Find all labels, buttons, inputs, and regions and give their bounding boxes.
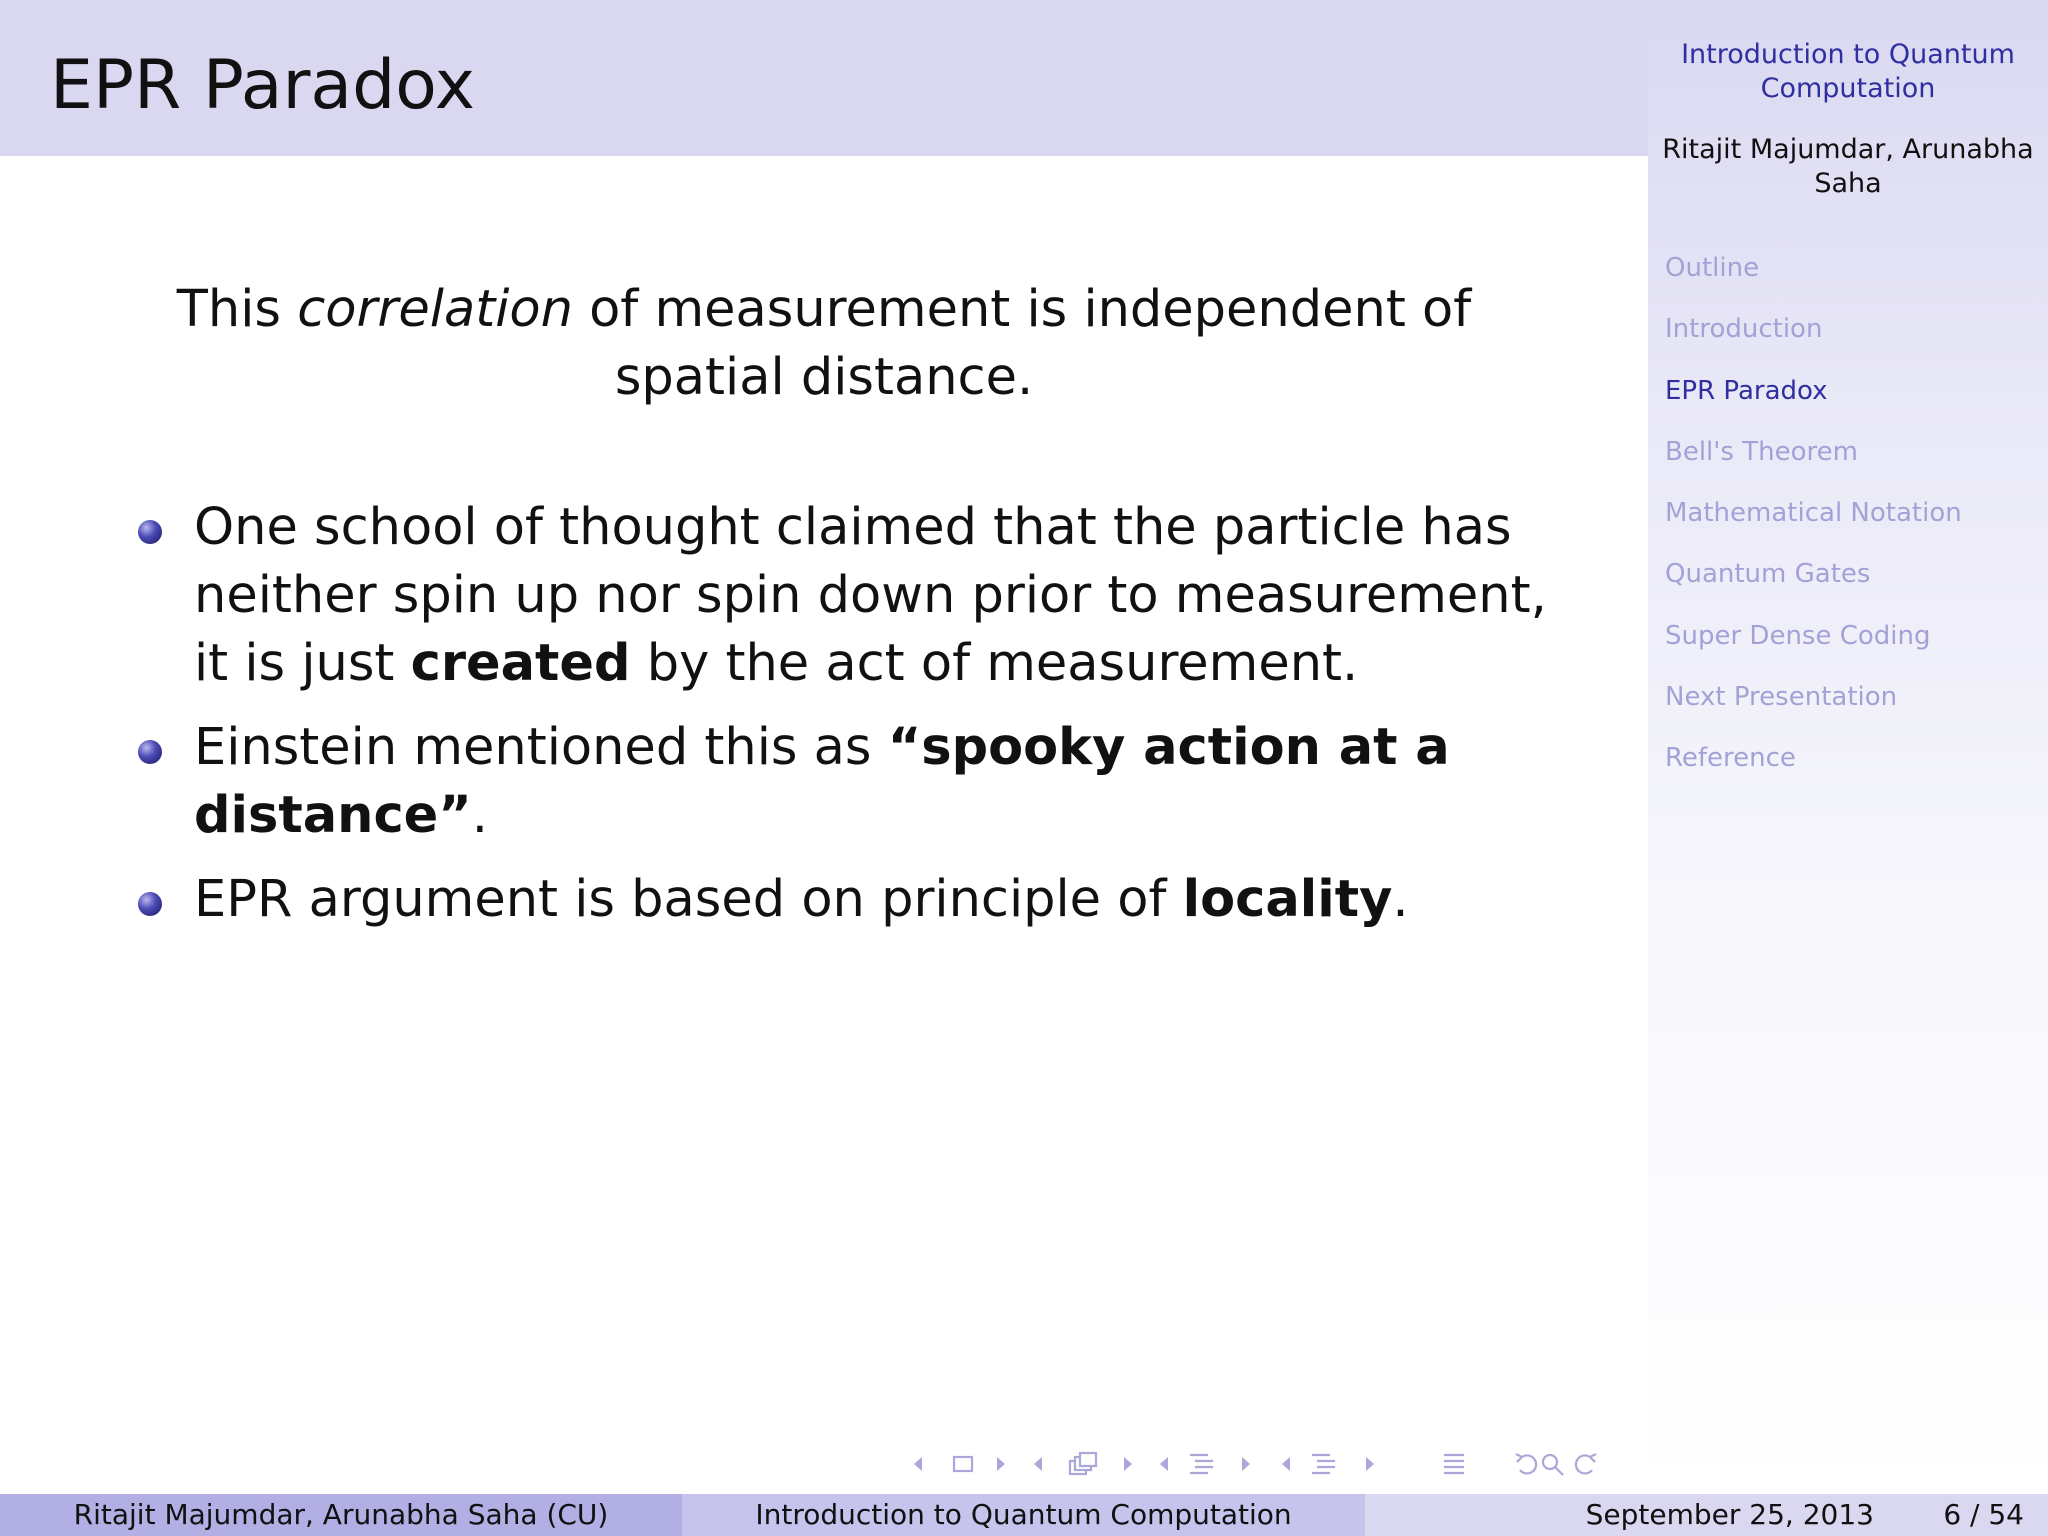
bullet-item <box>136 494 1556 698</box>
intro-sentence <box>130 276 1518 412</box>
sidebar-authors: Ritajit Majumdar, Arunabha Saha <box>1662 134 2034 199</box>
frame-title-bar <box>0 0 1648 156</box>
bullet-text-pre: One school of thought claimed that the particle has neither spin up nor spin down prior to measurement, it is just <box>194 498 1547 693</box>
search-icon[interactable] <box>1543 1455 1563 1475</box>
sidebar-item-introduction[interactable]: Introduction <box>1665 314 1823 345</box>
undo-icon[interactable] <box>1516 1454 1536 1473</box>
footer-info <box>1365 1494 2048 1536</box>
bullet-item <box>136 866 1556 934</box>
bullet-text-post: . <box>1392 870 1409 929</box>
sidebar-item-bells-theorem[interactable]: Bell's Theorem <box>1665 436 1858 467</box>
section-icon[interactable] <box>1190 1455 1213 1473</box>
sidebar-item-mathematical-notation[interactable]: Mathematical Notation <box>1665 498 1962 529</box>
footer-title: Introduction to Quantum Computation <box>682 1494 1365 1536</box>
sidebar-item-quantum-gates[interactable]: Quantum Gates <box>1665 559 1871 590</box>
bullet-ball-icon <box>138 892 162 916</box>
sidebar-item-epr-paradox[interactable]: EPR Paradox <box>1665 375 1828 406</box>
bullet-text-post: . <box>471 786 489 845</box>
bullet-bold-text: locality <box>1182 870 1393 929</box>
nav-prev-arrow-icon[interactable] <box>1160 1457 1168 1471</box>
sidebar-presentation-title[interactable]: Introduction to Quantum Computation <box>1681 39 2015 104</box>
bullet-bold-text: created <box>410 634 631 693</box>
outline-icon[interactable] <box>1444 1455 1464 1473</box>
nav-next-arrow-icon[interactable] <box>1242 1457 1250 1471</box>
bullet-ball-icon <box>138 740 162 764</box>
bullet-text-post: by the act of measurement. <box>630 634 1359 693</box>
sidebar-item-reference[interactable]: Reference <box>1665 743 1796 774</box>
bullet-bold-text: “spooky action at a distance” <box>194 718 1450 845</box>
nav-next-arrow-icon[interactable] <box>997 1457 1005 1471</box>
subsection-icon[interactable] <box>1070 1453 1096 1474</box>
nav-prev-arrow-icon[interactable] <box>914 1457 922 1471</box>
frame-icon[interactable] <box>954 1457 972 1471</box>
footer-date: September 25, 2013 <box>1585 1498 1874 1531</box>
nav-prev-arrow-icon[interactable] <box>1034 1457 1042 1471</box>
section-icon[interactable] <box>1312 1455 1335 1473</box>
intro-text-pre: This <box>176 280 298 339</box>
redo-icon[interactable] <box>1576 1454 1596 1473</box>
sidebar-item-super-dense-coding[interactable]: Super Dense Coding <box>1665 620 1931 651</box>
bullet-ball-icon <box>138 520 162 544</box>
bullet-text-pre: Einstein mentioned this as <box>194 718 888 777</box>
sidebar <box>1648 0 2048 1494</box>
footer-authors: Ritajit Majumdar, Arunabha Saha (CU) <box>0 1494 682 1536</box>
frame-title: EPR Paradox <box>50 46 475 125</box>
footer <box>0 1494 2048 1536</box>
bullet-list <box>136 494 1556 950</box>
sidebar-item-next-presentation[interactable]: Next Presentation <box>1665 682 1898 713</box>
sidebar-item-outline[interactable]: Outline <box>1665 253 1760 283</box>
nav-prev-arrow-icon[interactable] <box>1282 1457 1290 1471</box>
bullet-item <box>136 714 1556 850</box>
bullet-text-pre: EPR argument is based on principle of <box>194 870 1183 929</box>
intro-emphasis: correlation <box>297 280 573 339</box>
sidebar-nav <box>1665 249 1962 801</box>
intro-text-post: of measurement is independent of spatial distance. <box>572 280 1472 407</box>
nav-next-arrow-icon[interactable] <box>1124 1457 1132 1471</box>
footer-page-number: 6 / 54 <box>1943 1498 2024 1531</box>
beamer-navigation-bar <box>912 1446 1652 1482</box>
nav-next-arrow-icon[interactable] <box>1366 1457 1374 1471</box>
